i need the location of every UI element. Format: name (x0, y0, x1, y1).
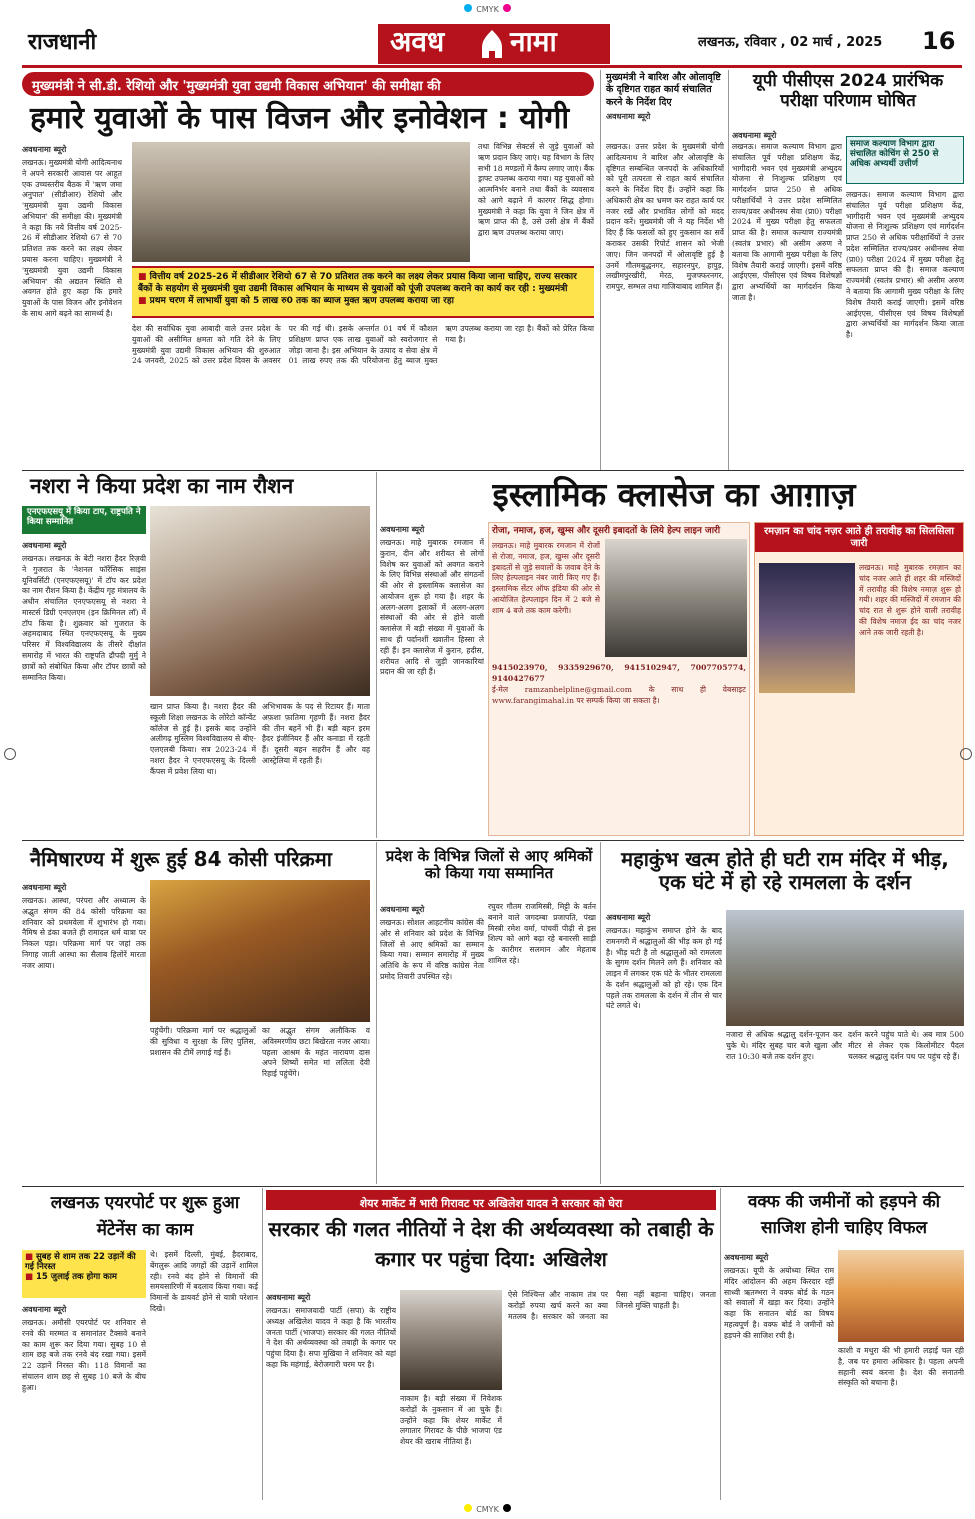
story2-byline: अवधनामा ब्यूरो (606, 112, 651, 122)
sadhvi-photo (838, 1250, 964, 1342)
story4-byline: अवधनामा ब्यूरो (22, 541, 67, 550)
story10-col1-wrap (266, 1290, 396, 1502)
story2 (606, 72, 724, 125)
cmyk-label: CMYK (476, 5, 499, 14)
story11-col2: काशी व मथुरा की भी हमारी लड़ाई चल रही है, जब पर हमारा अधिकार है। पहला अपनी सहानी स्वयं करना है। देश की सनातनी संस्कृति को बचाना है। (838, 1346, 964, 1388)
cmyk-bottom-label: CMYK (476, 1505, 499, 1514)
story7-headline: प्रदेश के विभिन्न जिलों से आए श्रमिकों को किया गया सम्मानित (385, 847, 593, 883)
story10-kicker-text: शेयर मार्केट में भारी गिरावट पर अखिलेश यादव ने सरकार को घेरा (359, 1197, 623, 1210)
story9-headline: लखनऊ एयरपोर्ट पर शुरू हुआ मेंटेनेंस का काम (50, 1193, 240, 1241)
story7-body: लखनऊ। सोशल आहटनीय कांग्रेस की ओर से शनिवार को प्रदेश के विभिन्न जिलों से आए श्रमिकों का सम्मान किया गया। सम्मान समारोह में मुख्य अतिथि के रूप में वरिष्ठ कांग्रेस नेता प्रमोद तिवारी उपस्थित रहे। (380, 918, 484, 981)
helpline-box (488, 522, 750, 836)
story3-subhead (846, 136, 964, 184)
story6-col1-wrap (22, 880, 146, 1196)
story6-headline: नैमिषारण्य में शुरू हुई 84 कोसी परिक्रमा (30, 847, 332, 871)
story11-byline: अवधनामा ब्यूरो (724, 1253, 769, 1262)
story6-byline: अवधनामा ब्यूरो (22, 883, 67, 892)
highlight-1-text: वित्तीय वर्ष 2025-26 में सीडीआर रेशियो 67 से 70 प्रतिशत तक करने का लक्ष्य लेकर प्रयास किया जाना चाहिए, राज्य सरकार बैंकों के सहयोग से मुख्यमंत्री युवा उद्यमी विकास अभियान के माध्यम से युवाओं को पूंजी उपलब्ध कराने का कार्य कर रही : मुख्यमंत्री (138, 272, 577, 295)
story3-subhead-text: समाज कल्याण विभाग द्वारा संचालित कोचिंग से 250 से अधिक अभ्यर्थी उत्तीर्ण (850, 139, 939, 169)
story4-subhead-text: एनएफएसयू में किया टाप, राष्ट्रपति ने किया सम्मानित (27, 507, 141, 527)
bullet-1: ■ सुबह से शाम तक 22 उड़ानें की गई निरस्त (25, 1252, 136, 1272)
story3-body: लखनऊ। समाज कल्याण विभाग द्वारा संचालित पूर्व परीक्षा प्रशिक्षण केंद्र, भागीदारी भवन एवं मुख्यमंत्री अभ्युदय योजना से निःशुल्क प्रशिक्षण एवं मार्गदर्शन प्राप्त 250 से अधिक परीक्षार्थियों ने उत्तर प्रदेश सम्मिलित राज्य/प्रवर अधीनस्थ सेवा (प्रा0) परीक्षा 2024 में मुख्य परीक्षा हेतु सफलता प्राप्त की है। समाज कल्याण राज्यमंत्री (स्वतंत्र प्रभार) श्री असीम अरुण ने बताया कि आगामी मुख्य परीक्षा के लिए विशेष तैयारी कराई जाएगी। इसमें वरिष्ठ आईएएस, पीसीएस एवं विषय विशेषज्ञों द्वारा अभ्यर्थियों का मार्गदर्शन किया जाता है। (732, 142, 842, 302)
registration-mark-left (4, 748, 16, 760)
highlight-2-text: प्रथम चरण में लाभार्थी युवा को 5 लाख रु0 तक का ब्याज मुक्त ऋण उपलब्ध कराया जा रहा (149, 296, 454, 307)
story3-headline: यूपी पीसीएस 2024 प्रारंभिक परीक्षा परिणाम घोषित (752, 71, 944, 111)
story1-kicker (22, 72, 594, 96)
story4-headline: नशरा ने किया प्रदेश का नाम रौशन (30, 474, 294, 498)
prayer-photo (605, 539, 747, 657)
section-name: राजधानी (28, 30, 97, 55)
logo-left: अवध (390, 25, 445, 58)
story6-body: लखनऊ। आस्था, परंपरा और अध्यात्म के अद्भुत संगम की 84 कोसी परिक्रमा का शनिवार को प्रथमवेला में शुभारंभ हो गया। नैमिष से डंका बजते ही रामादल धर्म यात्रा पर निकल पड़ा। परिक्रमा मार्ग पर जहां तक निगाह जाती आस्था का सैलाब हिलोरें मारता नजर आया। (22, 896, 146, 970)
story1-col1: लखनऊ। मुख्यमंत्री योगी आदित्यनाथ ने अपने सरकारी आवास पर आहूत एक उच्चस्तरीय बैठक में 'ऋण जमा अनुपात' (सीडीआर) रेशियो और 'मुख्यमंत्री युवा उद्यमी विकास अभियान' की समीक्षा की। मुख्यमंत्री ने कहा कि नये वित्तीय वर्ष 2025-26 में सीडीआर रेशियो 67 से 70 प्रतिशत तक करने का लक्ष्य लेकर प्रयास करना चाहिए। मुख्यमंत्री ने 'मुख्यमंत्री युवा उद्यमी विकास अभियान' की अद्यतन स्थिति से अवगत होते हुए कहा कि हमारे युवाओं के पास विजन और इनोवेशन के साथ आगे बढ़ने का सामर्थ्य है। (22, 158, 122, 318)
story4-col1-wrap (22, 538, 146, 852)
registration-mark-right (960, 748, 972, 760)
story8-body: लखनऊ। महाकुंभ समाप्त होने के बाद रामनगरी में श्रद्धालुओं की भीड़ कम हो गई है। भीड़ घटी है तो श्रद्धालुओं को रामलला के सुगम दर्शन मिलने लगे हैं। शनिवार को लाइन में लगकर एक घंटे के भीतर रामलला के दर्शन श्रद्धालुओं को हो रहे। एक दिन पहले तक रामलला के दर्शन में तीन से चार घंटे लगते थे। (606, 926, 722, 1011)
highlight-2: ■ प्रथम चरण में लाभार्थी युवा को 5 लाख रु0 तक का ब्याज मुक्त ऋण उपलब्ध कराया जा रहा (138, 296, 454, 307)
story2-kicker: मुख्यमंत्री ने बारिश और ओलावृष्टि के दृष्टिगत राहत कार्य संचालित करने के निर्देश दिए (606, 72, 721, 108)
highlight-1: ■ वित्तीय वर्ष 2025-26 में सीडीआर रेशियो 67 से 70 प्रतिशत तक करने का लक्ष्य लेकर प्रयास किया जाना चाहिए, राज्य सरकार बैंकों के सहयोग से मुख्यमंत्री युवा उद्यमी विकास अभियान के माध्यम से युवाओं को पूंजी उपलब्ध कराने का कार्य कर रही : मुख्यमंत्री (138, 272, 577, 295)
logo-right: नामा (510, 25, 557, 58)
story6-col3: का अद्भुत संगम अलौकिक व अविस्मरणीय छटा बिखेरता नजर आया। पहला आश्रम के महंत नारायण दास अपने शिष्यों समेत मां ललिता देवी रिहाई पहुंचेंगे। (262, 1026, 370, 1079)
story1-col2: तथा विभिन्न सेक्टर्स से जुड़े युवाओं को ऋण प्रदान किए जाएं। यह विभाग के लिए सभी 18 मण्डलों में कैम्प लगाए जाएं। बैंक ड्राफ्ट उपलब्ध कराया गया। यह युवाओं को आत्मनिर्भर बनाने तथा बैंकों के व्यवसाय को आगे बढ़ाने में कारगर सिद्ध होगा। मुख्यमंत्री ने कहा कि युवा ने जिन क्षेत्र में ऋण प्राप्त की है, उसे उसी क्षेत्र में बैंकों द्वारा ऋण उपलब्ध कराया जाए। (478, 142, 594, 238)
story4-col3: अभिभावक के पद से रिटायर हैं। माता अफ़शा फ़ातिमा गृहणी हैं। नशरा हैदर की तीन बहनें भी हैं। बड़ी बहन इरम हैदर इंजीनियर हैं और कनाडा में रहती हैं। दूसरी बहन सहरीन हैं और वह आस्ट्रेलिया में रहती हैं। (262, 702, 370, 765)
story7-byline: अवधनामा ब्यूरो (380, 905, 425, 914)
story8-col1-wrap (606, 910, 722, 1182)
helpline-numbers: 9415023970, 9335929670, 9415102947, 7007705774, 9140427677 (492, 663, 746, 683)
story1-byline: अवधनामा ब्यूरो (22, 145, 67, 154)
story10-headline: सरकार की गलत नीतियों ने देश की अर्थव्यवस्था को तबाही के कगार पर पहुंचा दिया: अखिलेश (268, 1217, 714, 1271)
masthead (22, 24, 962, 68)
bullet-2-text: 15 जुलाई तक होगा काम (36, 1271, 117, 1282)
story1-highlight (132, 266, 594, 318)
story7-col1-wrap (380, 902, 484, 1180)
story4-col2: खान प्राप्त किया है। नशरा हैदर की स्कूली शिक्षा लखनऊ के लोरेटो कॉन्वेंट कॉलेज से हुई है। इसके बाद उन्होंने अलीगढ़ मुस्लिम विश्वविद्यालय से बीए-एलएलबी किया। सत्र 2023-24 में नशरा हैदर ने एनएफएसयू के दिल्ली कैंपस में प्रवेश लिया था। (150, 702, 256, 776)
helpline-body: लखनऊ। माहे मुबारक रमजान में रोजों से रोजा, नमाज, हज, खुम्स और दूसरी इबादतों से जुड़े सवालों के जवाब देने के लिए हेल्पलाइन नंबर जारी किए गए हैं। इस्लामिक सेंटर ऑफ इंडिया की ओर से आयोजित हेल्पलाइन दिन में 2 बजे से शाम 4 बजे तक काम करेगी। (492, 541, 600, 615)
story7-col2: रघुवर गौतम राजमिस्त्री, मिट्टी के बर्तन बनाने वाले जगदम्बा प्रजापति, पंखा मिस्त्री रमेश वर्मा, पांचवीं पीढ़ी से इस शिल्प को आगे बढ़ा रहे बनारसी साड़ी के कारीगर सलमान और मेहताब शामिल रहे। (488, 902, 596, 965)
story9-col2: थे। इसमें दिल्ली, मुंबई, हैदराबाद, बेंगलुरू आदि जगहों की उड़ानें शामिल रही। रनवे बंद होने से विमानों की समयसारिणी में बदलाव किया गया। कई विमानों के डायवर्ट होने से यात्री परेशान दिखे। (150, 1250, 258, 1313)
taraweeh-title: रमज़ान का चांद नज़र आते ही तरावीह का सिलसिला जारी (755, 523, 963, 552)
story3-body-b: लखनऊ। समाज कल्याण विभाग द्वारा संचालित पूर्व परीक्षा प्रशिक्षण केंद्र, भागीदारी भवन एवं मुख्यमंत्री अभ्युदय योजना से निःशुल्क प्रशिक्षण एवं मार्गदर्शन प्राप्त 250 से अधिक परीक्षार्थियों ने उत्तर प्रदेश सम्मिलित राज्य/प्रवर अधीनस्थ सेवा (प्रा0) परीक्षा 2024 में मुख्य परीक्षा हेतु सफलता प्राप्त की है। समाज कल्याण राज्यमंत्री (स्वतंत्र प्रभार) श्री असीम अरुण ने बताया कि आगामी मुख्य परीक्षा के लिए विशेष तैयारी कराई जाएगी। इसमें वरिष्ठ आईएएस, पीसीएस एवं विषय विशेषज्ञों द्वारा अभ्यर्थियों का मार्गदर्शन किया जाता है। (846, 190, 964, 340)
story9-body: लखनऊ। अमौसी एयरपोर्ट पर शनिवार से रनवे की मरम्मत व समानांतर टैक्सवे बनाने का काम शुरू कर दिया गया। सुबह 10 से शाम छह बजे तक रनवे बंद रखा गया। इसमें 22 उड़ानें निरस्त की। 118 विमानों का संचालन शाम छह से सुबह 10 बजे के बीच हुआ। (22, 1318, 146, 1392)
story11-headline: वक्फ की जमीनों को हड़पने की साजिश होनी चाहिए विफल (747, 1192, 941, 1238)
bullet-1-text: सुबह से शाम तक 22 उड़ानें की गई निरस्त (25, 1252, 136, 1272)
ram-mandir-photo (726, 910, 964, 1026)
taraweeh-box (754, 522, 964, 836)
story5-body: लखनऊ। माहे मुबारक रमजान में कुरान, दीन और शरीयत से लोगों विशेष कर युवाओं को अवगत कराने के लिए विभिन्न संस्थाओं और संगठनों की ओर से इस्लामिक क्लासेज का आयोजन शुरू हो गया है। शहर के अलग-अलग इलाकों में अलग-अलग संस्थाओं की ओर से होने वाली क्लासेज में बड़ी संख्या में युवाओं के साथ ही पर्दानशीं ख्वातीन हिस्सा ले रही हैं। इन क्लासेज में कुरान, हदीस, शरीयत आदि से जुड़ी जानकारियां प्रदान की जा रही हैं। (380, 538, 484, 677)
story10-col3: ऐसे निश्चिन्त और नाकाम तंत्र पर करोड़ों रुपया खर्च करने का क्या मतलब है। सरकार को जनता का पैसा नहीं बहाना चाहिए। जनता जिनसे मुक्ति चाहती है। (508, 1290, 716, 1321)
story1-lower: देश की सर्वाधिक युवा आबादी वाले उत्तर प्रदेश के युवाओं की असीमित क्षमता को गति देने के लिए मुख्यमंत्री युवा उद्यमी विकास अभियान की शुरुआत 24 जनवरी, 2025 को उत्तर प्रदेश दिवस के अवसर पर की गई थी। इसके अन्तर्गत 01 वर्ष में कौशल प्रशिक्षण प्राप्त एक लाख युवाओं को स्वरोजगार से जोड़ा जाना है। इस अभियान के उत्पाद व सेवा क्षेत्र में 01 लाख रुपए तक की परियोजना हेतु ब्याज मुक्त ऋण उपलब्ध कराया जा रहा है। बैंकों को प्रेरित किया गया है। (132, 324, 594, 366)
story10-kicker (266, 1190, 716, 1210)
helpline-title: रोजा, नमाज, हज, खुम्स और दूसरी इबादतों के लिये हेल्प लाइन जारी (492, 526, 721, 536)
dome-icon (478, 28, 506, 60)
story10-byline: अवधनामा ब्यूरो (266, 1293, 311, 1302)
taraweeh-body: लखनऊ। माहे मुबारक रमज़ान का चांद नजर आते ही शहर की मस्जिदों में तरावीह की विशेष नमाज़ शुरू हो गयी। शहर की मस्जिदों में रमजान की चांद रात से शुरू होने वाली तरावीह की विशेष नमाज ईद का चांद नजर आने तक जारी रहती है। (859, 563, 961, 637)
story8-byline: अवधनामा ब्यूरो (606, 913, 651, 922)
story2-body: लखनऊ। उत्तर प्रदेश के मुख्यमंत्री योगी आदित्यनाथ ने बारिश और ओलावृष्टि के दृष्टिगत सम्बन्धित जनपदों के अधिकारियों को पूरी तत्परता से राहत कार्य संचालित करने के निर्देश दिए हैं। उन्होंने कहा कि अधिकारी क्षेत्र का भ्रमण कर राहत कार्य पर नजर रखें और प्रभावित लोगों को मदद प्रदान करें। मुख्यमंत्री जी ने यह निर्देश भी दिए हैं कि फसलों को हुए नुकसान का सर्वे कराकर उसकी रिपोर्ट शासन को भेजी जाए। जिन जनपदों में ओलावृष्टि हुई है उनमें गौतमबुद्धनगर, सहारनपुर, हापुड़, लखीमपुरखीरी, मेरठ, मुजफ्फरनगर, रामपुर, सम्भल तथा गाजियाबाद शामिल हैं। (606, 142, 724, 292)
story8-col3: दर्शन करने पहुंच पाते थे। अब मात्र 500 मीटर से लेकर एक किलोमीटर पैदल चलकर श्रद्धालु दर्शन पथ पर पहुंच रहे हैं। (848, 1030, 964, 1061)
cmyk-top (0, 4, 975, 16)
logo (378, 24, 610, 64)
dateline: लखनऊ, रविवार , 02 मार्च , 2025 (698, 35, 883, 50)
story10-col2: नाकाम है। बड़ी संख्या में निवेशक करोड़ों के नुकसान में आ चुके हैं। उन्होंने कहा कि शेयर मार्केट में लगातार गिरावट के पीछे भाजपा एंड शेयर की खराब नीतियां हैं। (400, 1394, 502, 1447)
page-number: 16 (922, 27, 956, 55)
meeting-photo (132, 142, 470, 262)
story9-bullets (22, 1250, 146, 1298)
story1-headline: हमारे युवाओं के पास विजन और इनोवेशन : योगी (30, 101, 570, 136)
akhilesh-photo (400, 1290, 502, 1390)
story6-col2: पहुंचेंगी। परिक्रमा मार्ग पर श्रद्धालुओं की सुविधा व सुरक्षा के लिए पुलिस, प्रशासन की टीमें लगाई गई हैं। (150, 1026, 256, 1057)
story9-byline: अवधनामा ब्यूरो (22, 1305, 67, 1314)
story4-body: लखनऊ। लखनऊ के बेटी नशरा हैदर रिज़वी ने गुजरात के 'नेशनल फॉरेंसिक साइंस यूनिवर्सिटी (एनएफएसयू)' में टॉप कर प्रदेश का नाम रौशन किया है। केंद्रीय गृह मंत्रालय के अधीन संचालित एनएफएसयू से नशरा ने मास्टर्स डिग्री एनएलएम (इन क्रिमिनल लॉ) में टॉप किया है। शुक्रवार को गुजरात के अहमदाबाद स्थित एनएफएसयू के मुख्य परिसर में विश्वविद्यालय के तीसरे दीक्षांत समारोह में भारत की राष्ट्रपति द्रौपदी मुर्मु ने छात्रों को संबोधित किया और टॉपर छात्रों को सम्मानित किया। (22, 554, 146, 682)
story1-kicker-text: मुख्यमंत्री ने सी.डी. रेशियो और 'मुख्यमंत्री युवा उद्यमी विकास अभियान' की समीक्षा की (32, 79, 441, 94)
story5-headline: इस्लामिक क्लासेज का आग़ाज़ (492, 475, 856, 514)
story8-col2: नजारा से अधिक श्रद्धालु दर्शन-पूजन कर चुके थे। मंदिर सुबह चार बजे खुला और रात 10:30 बजे तक दर्शन हुए। (726, 1030, 842, 1061)
cmyk-bottom (0, 1504, 975, 1516)
story4-subhead (22, 506, 146, 534)
story5-byline: अवधनामा ब्यूरो (380, 525, 425, 534)
story10-body: लखनऊ। समाजवादी पार्टी (सपा) के राष्ट्रीय अध्यक्ष अखिलेश यादव ने कहा है कि भारतीय जनता पार्टी (भाजपा) सरकार की गलत नीतियों ने देश की अर्थव्यवस्था को तबाही के कगार पर पहुंचा दिया है। सपा मुखिया ने शनिवार को यहां कहा कि महंगाई, बेरोजगारी चरम पर है। (266, 1306, 396, 1369)
story8-headline: महाकुंभ खत्म होते ही घटी राम मंदिर में भीड़, एक घंटे में हो रहे रामलला के दर्शन (621, 847, 949, 894)
story11-body: लखनऊ। यूपी के अयोध्या स्थित राम मंदिर आंदोलन की अहम किरदार रहीं साध्वी ऋतम्भरा ने वक्फ बोर्ड के गठन को सवालों में खड़ा कर दिया। उन्होंने कहा कि सनातन बोर्ड का विषय महत्वपूर्ण है। वक्फ बोर्ड ने जमीनों को हड़पने की साजिश रची है। (724, 1266, 834, 1340)
helpline-body2: ई-मेल ramzanhelpline@gmail.com के साथ ही वेबसाइट www.farangimahal.in पर सम्पर्क किया जा सकता है। (492, 685, 746, 705)
story9-col1-wrap (22, 1302, 146, 1500)
award-photo (150, 506, 370, 696)
parikrama-photo (150, 880, 370, 1022)
story5-col1-wrap (380, 522, 484, 838)
story11-col1-wrap (724, 1250, 834, 1500)
mosque-photo (759, 563, 855, 693)
story3-byline: अवधनामा ब्यूरो (732, 131, 777, 140)
bullet-2: ■ 15 जुलाई तक होगा काम (25, 1271, 117, 1282)
